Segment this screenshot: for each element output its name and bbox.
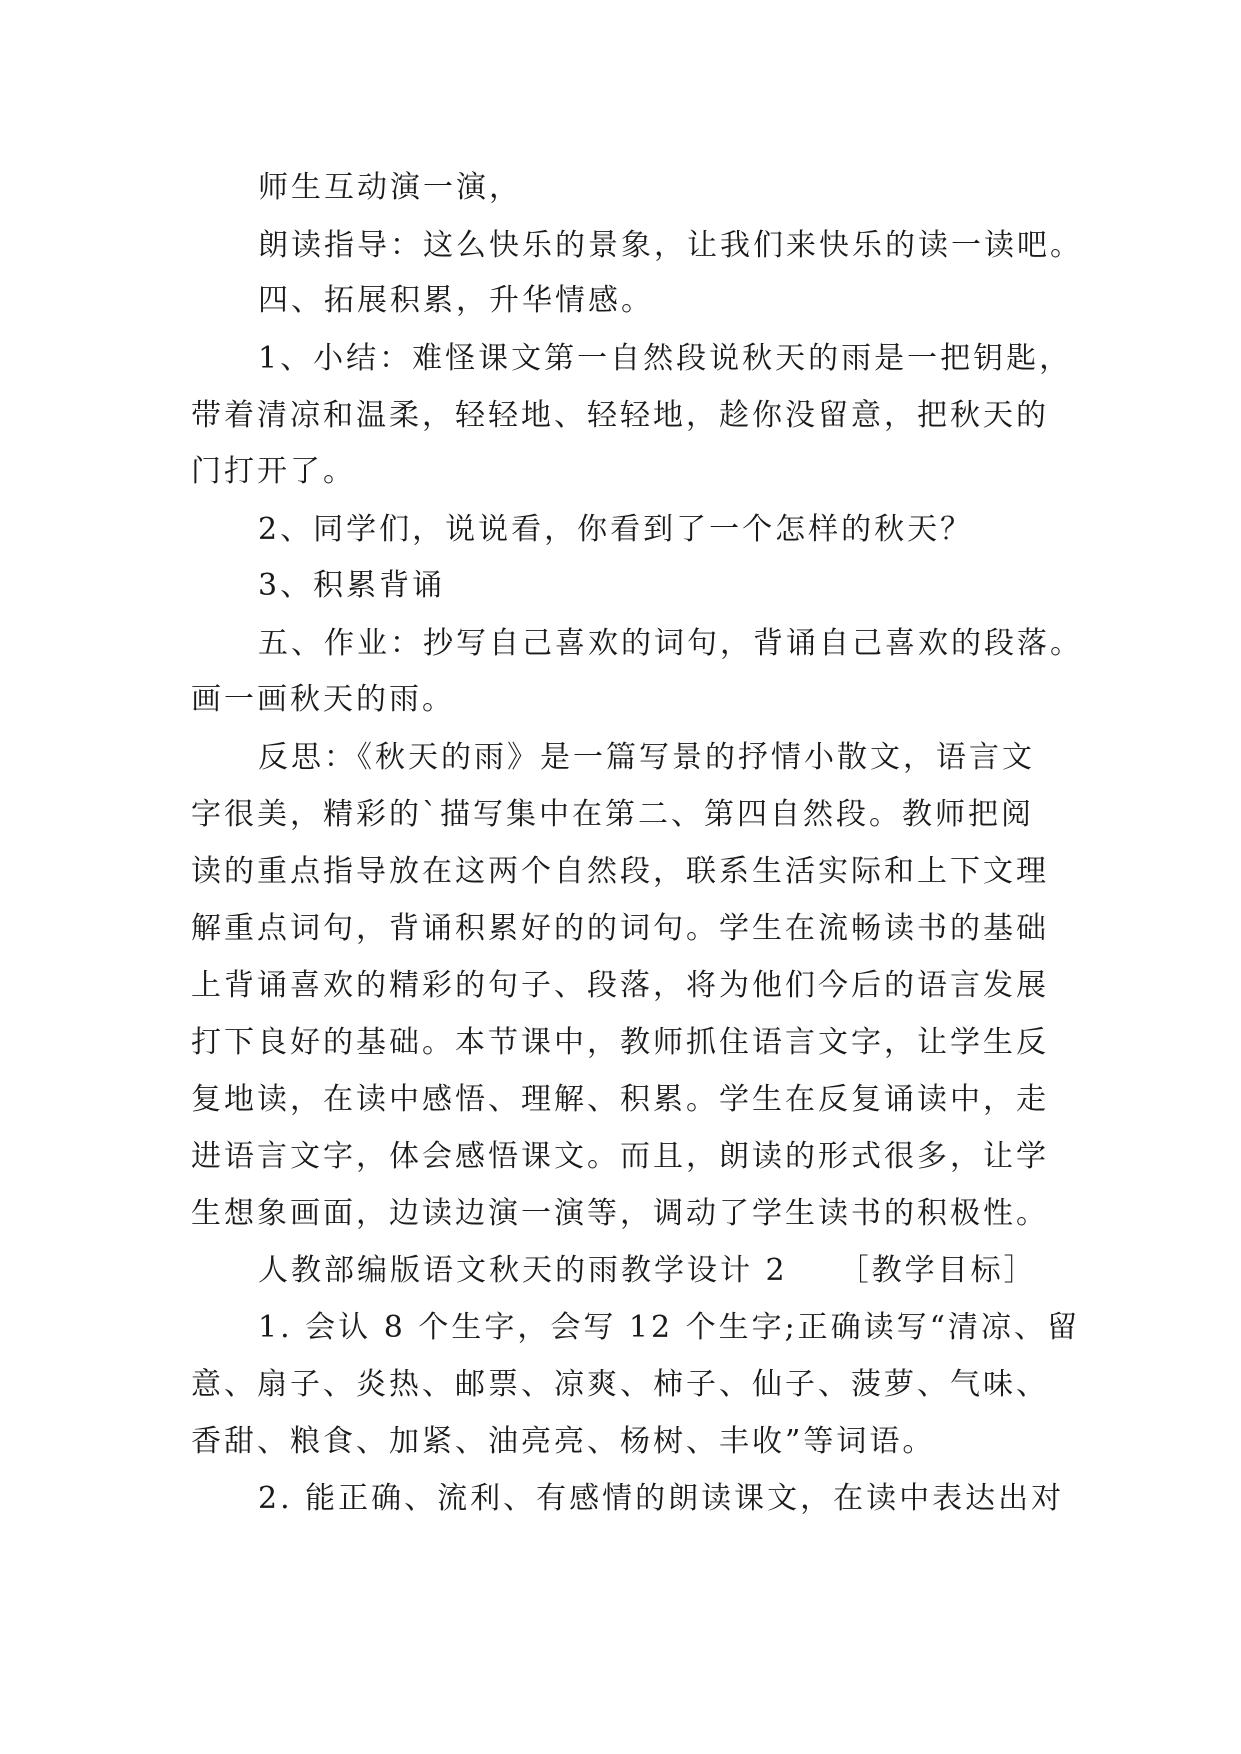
- text-line: 上背诵喜欢的精彩的句子、段落，将为他们今后的语言发展: [191, 968, 1049, 1003]
- text-line: 反思：《秋天的雨》是一篇写景的抒情小散文，语言文: [258, 740, 1035, 775]
- text-line: 1、小结：难怪课文第一自然段说秋天的雨是一把钥匙，: [258, 341, 1073, 376]
- text-line: 意、扇子、炎热、邮票、凉爽、柿子、仙子、菠萝、气味、: [191, 1367, 1049, 1402]
- text-line: 四、拓展积累，升华情感。: [258, 283, 654, 318]
- section-heading: 人教部编版语文秋天的雨教学设计 2 ［教学目标］: [258, 1253, 1037, 1288]
- text-line: 2. 能正确、流利、有感情的朗读课文，在读中表达出对: [258, 1481, 1065, 1516]
- text-line: 师生互动演一演，: [258, 170, 522, 205]
- text-line: 朗读指导：这么快乐的景象，让我们来快乐的读一读吧。: [258, 228, 1083, 263]
- text-line: 五、作业：抄写自己喜欢的词句，背诵自己喜欢的段落。: [258, 626, 1083, 661]
- text-line: 复地读，在读中感悟、理解、积累。学生在反复诵读中，走: [191, 1082, 1049, 1117]
- text-line: 生想象画面，边读边演一演等，调动了学生读书的积极性。: [191, 1196, 1049, 1231]
- text-line: 画一画秋天的雨。: [191, 682, 455, 717]
- text-line: 3、积累背诵: [258, 568, 446, 603]
- text-line: 香甜、粮食、加紧、油亮亮、杨树、丰收”等词语。: [191, 1424, 936, 1459]
- text-line: 读的重点指导放在这两个自然段，联系生活实际和上下文理: [191, 854, 1049, 889]
- text-line: 打下良好的基础。本节课中，教师抓住语言文字，让学生反: [191, 1025, 1049, 1060]
- text-line: 门打开了。: [191, 454, 356, 489]
- text-line: 字很美，精彩的`描写集中在第二、第四自然段。教师把阅: [191, 797, 1034, 832]
- text-line: 进语言文字，体会感悟课文。而且，朗读的形式很多，让学: [191, 1139, 1049, 1174]
- text-line: 2、同学们，说说看，你看到了一个怎样的秋天？: [258, 512, 974, 547]
- text-line: 带着清凉和温柔，轻轻地、轻轻地，趁你没留意，把秋天的: [191, 398, 1049, 433]
- text-line: 1. 会认 8 个生字，会写 12 个生字;正确读写“清凉、留: [258, 1310, 1081, 1345]
- text-line: 解重点词句，背诵积累好的的词句。学生在流畅读书的基础: [191, 911, 1049, 946]
